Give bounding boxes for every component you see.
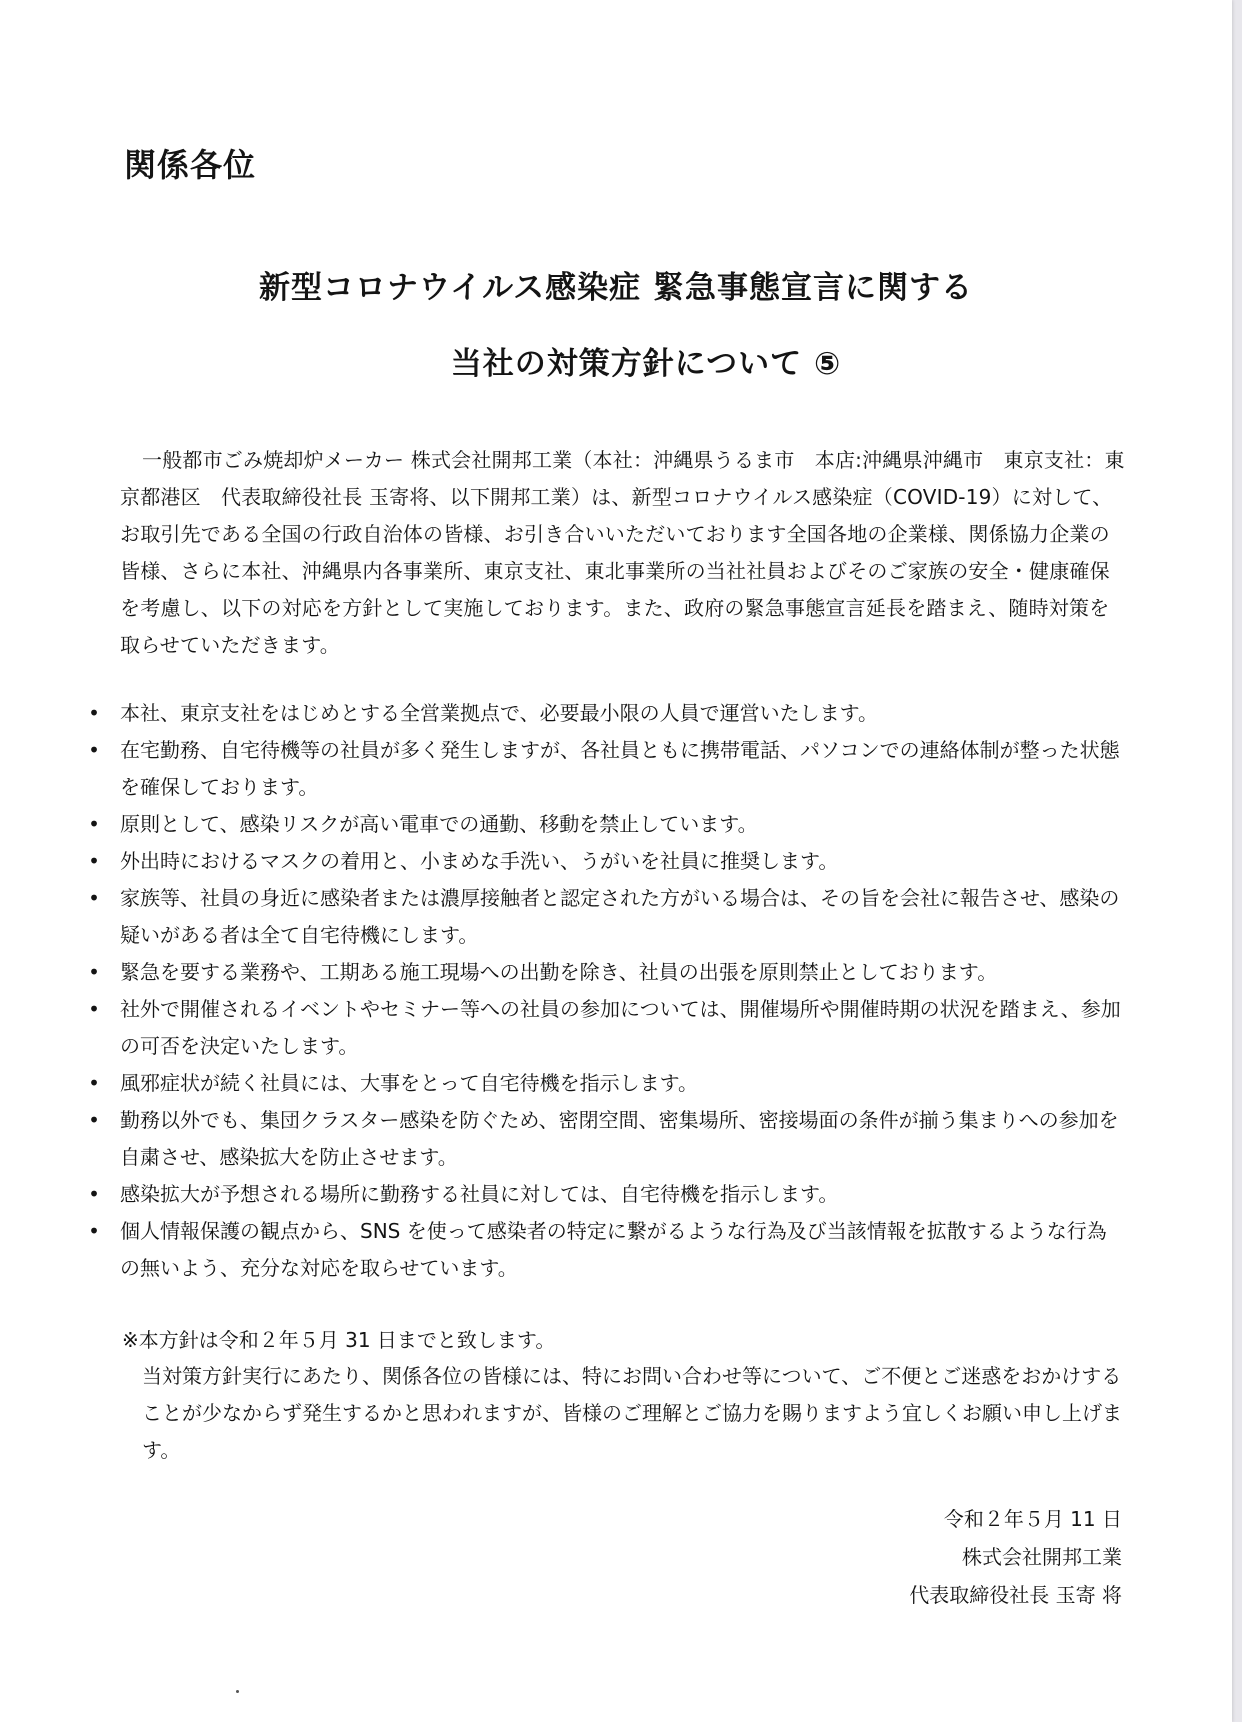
list-item-text: 家族等、社員の身近に感染者または濃厚接触者と認定された方がいる場合は、その旨を会社に報告させ、感染の疑いがある者は全て自宅待機にします。: [120, 886, 1120, 947]
bullet-icon: •: [88, 812, 100, 836]
list-item-text: 本社、東京支社をはじめとする全営業拠点で、必要最小限の人員で運営いたします。: [120, 701, 878, 725]
bullet-icon: •: [88, 1108, 100, 1132]
list-item: [84, 991, 1124, 1065]
list-item: [84, 732, 1124, 806]
list-item: [84, 1213, 1124, 1287]
bullet-icon: •: [88, 886, 100, 910]
bullet-icon: •: [88, 997, 100, 1021]
bullet-icon: •: [88, 1219, 100, 1243]
signature-block: [909, 1500, 1122, 1614]
scan-speck: [236, 1690, 239, 1693]
list-item-text: 外出時におけるマスクの着用と、小まめな手洗い、うがいを社員に推奨します。: [120, 849, 839, 873]
addressee: 関係各位: [124, 146, 257, 184]
signature-representative: 代表取締役社長 玉寄 将: [909, 1583, 1122, 1607]
list-item-text: 勤務以外でも、集団クラスター感染を防ぐため、密閉空間、密集場所、密接場面の条件が揃う集まりへの参加を自粛させ、感染拡大を防止させます。: [120, 1108, 1119, 1169]
list-item: [84, 1102, 1124, 1176]
bullet-icon: •: [88, 1182, 100, 1206]
policy-list: [84, 695, 1124, 1287]
list-item: [84, 806, 1124, 843]
bullet-icon: •: [88, 960, 100, 984]
signature-company: 株式会社開邦工業: [962, 1545, 1122, 1569]
intro-paragraph: 一般都市ごみ焼却炉メーカー 株式会社開邦工業（本社：沖縄県うるま市 本店:沖縄県沖縄市 東京支社：東京都港区 代表取締役社長 玉寄将、以下開邦工業）は、新型コロナウイルス感染症（COVID-19）に対して、お取引先である全国の行政自治体の皆様、お引き合いいただいております全国各地の企業様、関係協力企業の皆様、さらに本社、沖縄県内各事業所、東京支社、東北事業所の当社社員およびそのご家族の安全・健康確保を考慮し、以下の対応を方針として実施しております。また、政府の緊急事態宣言延長を踏まえ、随時対策を取らせていただきます。: [120, 448, 1125, 657]
list-item: [84, 843, 1124, 880]
list-item: [84, 954, 1124, 991]
bullet-icon: •: [88, 738, 100, 762]
list-item: [84, 880, 1124, 954]
list-item-text: 感染拡大が予想される場所に勤務する社員に対しては、自宅待機を指示します。: [120, 1182, 839, 1206]
bullet-icon: •: [88, 701, 100, 725]
bullet-icon: •: [88, 849, 100, 873]
closing-paragraph: 当対策方針実行にあたり、関係各位の皆様には、特にお問い合わせ等について、ご不便とご迷惑をおかけすることが少なからず発生するかと思われますが、皆様のご理解とご協力を賜りますよう宜しくお願い申し上げます。: [142, 1364, 1122, 1462]
list-item: [84, 1065, 1124, 1102]
signature-date: 令和２年５月 11 日: [943, 1507, 1122, 1531]
bullet-icon: •: [88, 1071, 100, 1095]
list-item-text: 個人情報保護の観点から、SNS を使って感染者の特定に繋がるような行為及び当該情報を拡散するような行為の無いよう、充分な対応を取らせています。: [120, 1219, 1107, 1280]
validity-note: ※本方針は令和２年５月 31 日までと致します。: [122, 1328, 556, 1352]
list-item-text: 在宅勤務、自宅待機等の社員が多く発生しますが、各社員ともに携帯電話、パソコンでの連絡体制が整った状態を確保しております。: [120, 738, 1120, 799]
list-item-text: 社外で開催されるイベントやセミナー等への社員の参加については、開催場所や開催時期の状況を踏まえ、参加の可否を決定いたします。: [120, 997, 1121, 1058]
document-title-line-1: 新型コロナウイルス感染症 緊急事態宣言に関する: [259, 270, 973, 306]
list-item-text: 緊急を要する業務や、工期ある施工現場への出勤を除き、社員の出張を原則禁止としております。: [120, 960, 998, 984]
list-item-text: 原則として、感染リスクが高い電車での通勤、移動を禁止しています。: [120, 812, 758, 836]
document-title-line-2: 当社の対策方針について ⑤: [450, 346, 842, 382]
list-item: [84, 695, 1124, 732]
list-item: [84, 1176, 1124, 1213]
list-item-text: 風邪症状が続く社員には、大事をとって自宅待機を指示します。: [120, 1071, 698, 1095]
